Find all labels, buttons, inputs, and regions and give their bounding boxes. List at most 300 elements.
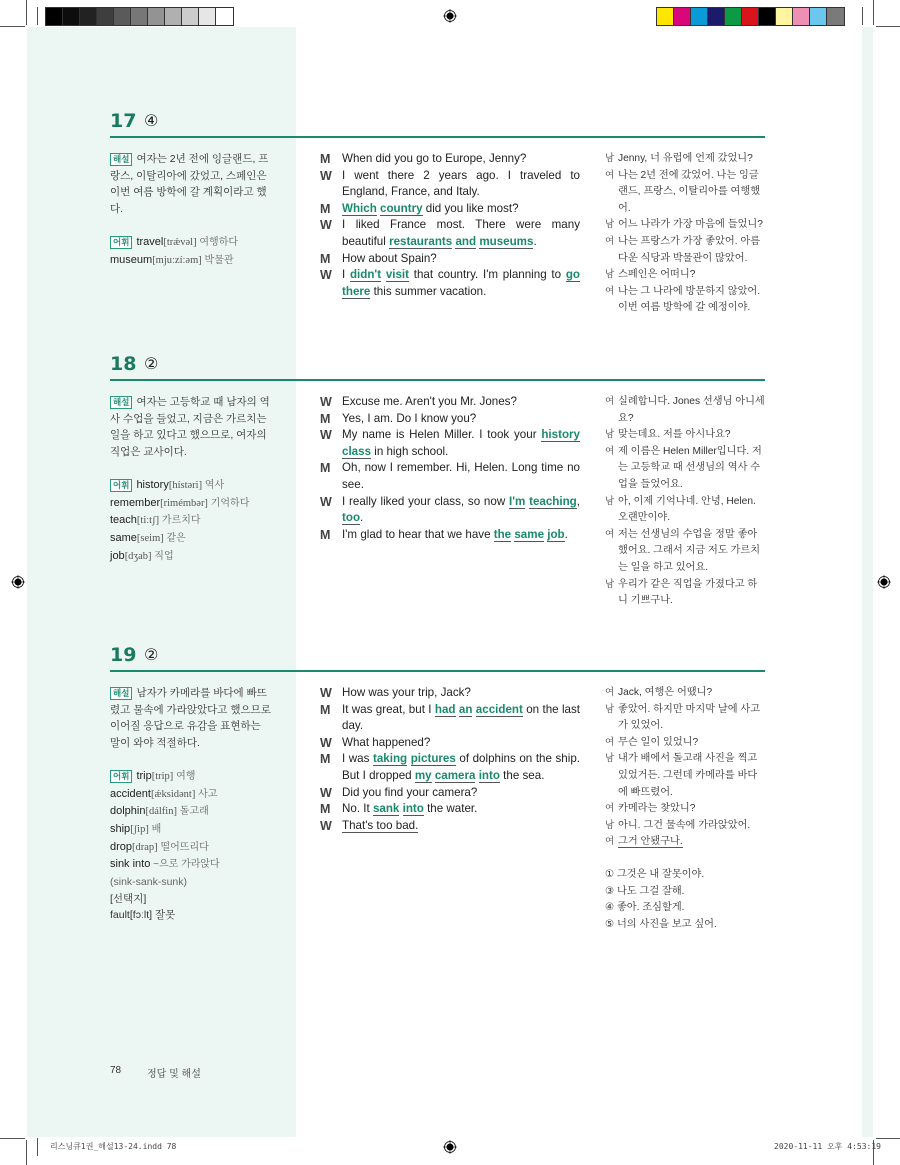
answer-choice: ④ 좋아. 조심할게. [605,902,685,914]
translation-line [605,834,765,851]
speaker-label: M [320,201,331,216]
page-number: 78 [110,1065,122,1076]
explanation-column [110,685,272,924]
translation-line [605,427,765,444]
dialogue-line [320,735,580,752]
speaker-label: W [320,428,332,443]
dialogue-text [342,427,580,460]
text-run: 어느 나라가 가장 마음에 들었니? [618,219,763,231]
speaker-label: 여 [605,396,615,407]
registration-mark-icon [443,9,457,23]
vocab-meaning: 사고 [195,788,218,800]
translation-line [605,751,765,801]
vocab-word: drop [110,840,133,853]
text-run: I'm glad to hear that we have [342,527,494,541]
vocab-phonetic: [dálfin] [145,806,177,818]
blank-answer: pictures [410,752,456,766]
speaker-label: 남 [605,578,615,590]
registration-mark-icon [877,575,891,589]
vocab-phonetic: [trip] [151,770,174,782]
vocab-word: trip [136,769,152,782]
blank-answer: too [342,511,361,525]
vocab-list [110,234,272,269]
cmyk-color-bar [656,7,845,26]
color-swatch [674,8,691,25]
translation [605,685,765,851]
blank-answer: Which [342,201,377,215]
translation-text [618,394,765,427]
speaker-label: 남 [605,703,615,715]
translation-text [618,444,765,494]
question-17 [110,110,765,314]
color-swatch [725,8,742,25]
color-swatch [793,8,810,25]
answer-choices [605,867,765,933]
question-18 [110,353,765,607]
text-run: 나는 2년 전에 갔었어. 나는 잉글랜드, 프랑스, 이탈리아를 여행했어. [618,169,761,214]
slug-filename: 리스닝큐1권_해설13-24.indd 78 [50,1142,177,1151]
vocab-word: same [110,531,137,544]
text-run: It was great, but I [342,702,435,716]
text-run: My name is Helen Miller. I took your [342,428,542,442]
translation-text [618,217,765,234]
text-run: 제 이름은 Helen Miller입니다. 저는 고등학교 때 선생님의 역사 수업을 들었어요. [618,445,762,490]
blank-answer: go [565,268,580,282]
vocab-item [110,768,272,786]
dialogue-text [342,702,580,735]
vocab-meaning: 가르치다 [159,515,201,527]
text-run: did you like most? [422,201,519,215]
translation-line [605,685,765,702]
speaker-label: 여 [605,169,615,181]
blank-answer: taking [372,752,408,766]
speaker-label: 남 [605,219,615,231]
crop-mark [26,1140,27,1165]
dialogue-text [342,494,580,527]
dialogue-line [320,217,580,250]
blank-answer: sank [372,802,400,816]
vocab-list [110,768,272,874]
text-run: Did you find your camera? [342,785,478,799]
dialogue-line [320,702,580,735]
dialogue-line [320,201,580,218]
color-swatch [199,8,216,25]
vocab-item [110,907,272,924]
vocab-meaning: 직업 [151,550,174,562]
vocab-phonetic: [hístəri] [168,479,203,491]
vocab-word: ship [110,822,131,835]
translation-line [605,801,765,818]
color-swatch [827,8,844,25]
crop-mark [0,1138,25,1139]
text-run: I really liked your class, so now [342,494,509,508]
vocab-meaning: 박물관 [201,254,234,266]
vocab-item [110,477,272,495]
translation-line [605,735,765,752]
translation-line [605,151,765,168]
blank-answer: accident [475,702,523,716]
vocab-item [110,839,272,857]
explanation-column [110,394,272,565]
explanation-tag: 해설 [110,687,132,700]
speaker-label: W [320,168,332,183]
color-swatch [131,8,148,25]
blank-answer: country [380,201,423,215]
speaker-label: 여 [605,803,615,815]
color-swatch [165,8,182,25]
vocab-phonetic: [fɔːlt] [129,909,153,922]
vocab-tag: 어휘 [110,236,132,249]
text-run: How was your trip, Jack? [342,686,471,699]
color-swatch [80,8,97,25]
translation-text [618,527,765,577]
dialogue-text [342,735,580,752]
speaker-label: 여 [605,235,615,247]
color-swatch [63,8,80,25]
dialogue [320,685,580,834]
speaker-label: M [320,152,331,166]
translation-line [605,494,765,527]
section-header [110,644,765,672]
speaker-label: 남 [605,153,615,164]
blank-answer: restaurants [389,234,453,248]
speaker-label: M [320,752,331,767]
translation-text [618,818,765,835]
vocab-item [110,234,272,252]
vocab-meaning: 여행하다 [196,236,239,248]
question-number: 18 [110,353,137,375]
color-swatch [216,8,233,25]
vocab-word: travel [136,235,164,248]
answer-choice: ① 그것은 내 잘못이야. [605,868,705,880]
blank-answer: an [458,702,473,716]
dialogue-line [320,151,580,168]
explanation: 해설 여자는 고등학교 때 남자의 역사 수업을 들었고, 지금은 가르치는 일을 하고 있다고 했으므로, 여자의 직업은 교사이다. [110,396,270,459]
color-swatch [46,8,63,25]
text-run: 나는 그 나라에 방문하지 않았어. 이번 여름 방학에 갈 예정이야. [618,285,761,314]
blank-answer: I'm [509,494,526,508]
translation [605,151,765,317]
text-run: Jack, 여행은 어땠니? [618,687,713,698]
text-run: 저는 선생님의 수업을 정말 좋아했어요. 그래서 지금 저도 가르치는 일을 하고 있어요. [618,528,761,573]
blank-answer: same [514,527,545,541]
vocab-word: accident [110,787,151,800]
dialogue-line [320,251,580,268]
text-run: 나는 프랑스가 가장 좋았어. 아름다운 식당과 박물관이 많았어. [618,235,761,264]
color-swatch [114,8,131,25]
explanation-column [110,151,272,269]
blank-answer: there [342,284,371,298]
speaker-label: 여 [605,445,615,457]
vocab-word: history [136,478,169,491]
blank-answer: didn't [349,268,382,282]
explanation: 해설 여자는 2년 전에 잉글랜드, 프랑스, 이탈리아에 갔었고, 스페인은 이번 여름 방학에 갈 계획이라고 했다. [110,153,269,216]
blank-answer: camera [434,768,476,782]
vocab-phonetic: [seim] [136,532,164,544]
speaker-label: W [320,735,332,750]
speaker-label: M [320,411,331,426]
speaker-label: 여 [605,687,615,698]
vocab-item [110,548,272,566]
translation-line [605,394,765,427]
text-run: this summer vacation. [370,284,487,298]
vocab-meaning: ~으로 가라앉다 [150,859,220,871]
registration-mark-icon [443,1140,457,1154]
question-19 [110,644,765,930]
blank-answer: and [455,234,477,248]
blank-answer: had [434,702,456,716]
vocab-phonetic: [trǽvəl] [163,236,197,248]
translation-text [618,801,765,818]
dialogue-line [320,751,580,784]
dialogue-text [342,685,580,702]
dialogue-line [320,527,580,544]
color-swatch [182,8,199,25]
speaker-label: M [320,251,331,266]
text-run: I [342,268,350,282]
text-run: I went there 2 years ago. I traveled to England, France, and Italy. [342,168,580,199]
slug-datetime: 2020-11-11 오후 4:53:19 [774,1142,881,1151]
vocab-word: remember [110,496,161,509]
vocab-note: (sink-sank-sunk) [110,876,188,889]
text-run: of dolphins on the ship. But I dropped [342,752,580,782]
speaker-label: W [320,494,332,509]
vocab-phonetic: [ǽksidənt] [150,788,196,800]
speaker-label: M [320,702,331,717]
explanation: 해설 남자가 카메라를 바다에 빠뜨렸고 물속에 가라앉았다고 했으므로 이어질 응답으로 유감을 표현하는 말이 와야 적절하다. [110,687,271,750]
translation-line [605,577,765,610]
color-swatch [657,8,674,25]
answer-mark: ② [144,647,159,664]
text-run: 스페인은 어떠니? [618,269,696,281]
text-run: How about Spain? [342,251,437,265]
vocab-tag: 어휘 [110,479,132,492]
vocab-meaning: 떨어뜨리다 [157,841,209,853]
text-run: , [576,494,580,508]
dialogue [320,151,580,300]
translation-text [618,151,765,168]
dialogue-line [320,168,580,201]
vocab-meaning: 돌고래 [176,806,209,818]
dialogue-text [342,217,580,250]
vocab-meaning: 배 [148,823,162,835]
gray-color-bar [45,7,234,26]
dialogue-line [320,460,580,493]
color-swatch [759,8,776,25]
text-run: 아, 이제 기억나네. 안녕, Helen. 오랜만이야. [618,495,756,524]
color-swatch [810,8,827,25]
crop-mark [862,7,863,25]
vocab-item [110,803,272,821]
vocab-tag: 어휘 [110,770,132,783]
vocab-word: job [110,549,125,562]
dialogue-line [320,427,580,460]
answer-choice: ⑤ 너의 사진을 보고 싶어. [605,918,717,930]
text-run: Oh, now I remember. Hi, Helen. Long time no see. [342,461,580,491]
question-number: 17 [110,110,137,132]
dialogue-line [320,494,580,527]
text-run: 무슨 일이 있었니? [618,736,699,748]
text-run: 실례합니다. Jones 선생님 아니세요? [618,396,765,424]
text-run: Yes, I am. Do I know you? [342,411,477,425]
speaker-label: M [320,802,331,817]
answer-mark: ② [144,356,159,373]
dialogue-text [342,168,580,201]
text-run: What happened? [342,735,431,749]
dialogue [320,394,580,543]
text-run: 내가 배에서 돌고래 사진을 찍고 있었거든. 그런데 카메라를 바다에 빠뜨렸어. [618,753,758,798]
speaker-label: W [320,818,332,833]
translation-column [605,685,765,933]
answer-mark: ④ [144,113,159,130]
text-run: the sea. [499,768,545,782]
text-run: the water. [423,802,478,816]
dialogue-line [320,785,580,802]
crop-mark [37,7,38,25]
vocab-item [110,821,272,839]
text-run: 맞는데요. 저를 아시나요? [618,429,731,441]
text-run: That's too bad. [342,818,419,832]
dialogue-text [342,201,580,218]
speaker-label: 남 [605,819,615,831]
crop-mark [873,0,874,25]
text-run: on the last day. [342,702,580,733]
text-run: . [564,527,568,541]
vocab-meaning: 기억하다 [207,497,250,509]
blank-answer: into [402,802,424,816]
translation-text [618,834,765,851]
crop-mark [37,1138,38,1156]
translation-text [618,751,765,801]
translation-line [605,527,765,577]
text-run: . [533,234,537,248]
vocab-meaning: 역사 [202,479,225,491]
speaker-label: M [320,461,331,476]
dialogue-text [342,411,580,428]
text-run: 그거 안됐구나. [618,836,683,848]
dialogue-text [342,460,580,493]
choice-vocab-list [110,907,272,924]
blank-answer: job [547,527,565,541]
translation-text [618,685,765,702]
vocab-word: fault [110,909,130,922]
translation-line [605,444,765,494]
blank-answer: into [478,768,500,782]
registration-mark-icon [11,575,25,589]
text-run: Jenny, 너 유럽에 언제 갔었니? [618,153,753,164]
text-run: in high school. [371,444,449,458]
right-margin-strip [862,27,873,1137]
dialogue-text [342,751,580,784]
blank-answer: class [342,444,372,458]
color-swatch [708,8,725,25]
translation-text [618,702,765,735]
vocab-word: sink into [110,858,151,871]
dialogue-text [342,801,580,818]
vocab-item [110,856,272,874]
vocab-meaning: 여행 [173,770,196,782]
translation-line [605,702,765,735]
blank-answer: history [541,428,580,442]
speaker-label: W [320,218,332,233]
vocab-item [110,252,272,270]
running-footer-title: 정답 및 해설 [147,1069,201,1080]
color-swatch [148,8,165,25]
translation-text [618,284,765,317]
explanation-tag: 해설 [110,153,132,166]
translation-text [618,427,765,444]
answer-choice: ③ 나도 그걸 잘해. [605,885,685,897]
crop-mark [26,0,27,25]
translation-text [618,267,765,284]
speaker-label: 여 [605,736,615,748]
vocab-item [110,512,272,530]
text-run: No. It [342,802,373,816]
vocab-phonetic: [ʃip] [130,823,149,835]
vocab-word: teach [110,514,137,527]
speaker-label: 남 [605,753,615,765]
crop-mark [0,26,25,27]
speaker-label: 남 [605,429,615,441]
text-run: 아니. 그건 물속에 가라앉았어. [618,819,751,831]
speaker-label: W [320,785,332,800]
crop-mark [876,1138,900,1139]
dialogue-text [342,251,580,268]
vocab-item [110,786,272,804]
translation-text [618,168,765,218]
dialogue-text [342,785,580,802]
color-swatch [742,8,759,25]
translation-line [605,234,765,267]
color-swatch [691,8,708,25]
text-run: that country. I'm planning to [409,268,566,282]
speaker-label: M [320,527,331,542]
blank-answer: teaching [529,494,577,508]
speaker-label: W [320,686,332,700]
vocab-phonetic: [mjuːzíːəm] [152,254,202,266]
question-number: 19 [110,644,137,666]
vocab-list [110,477,272,566]
vocab-phonetic: [tiːtʃ] [136,515,160,527]
text-run: When did you go to Europe, Jenny? [342,152,527,165]
vocab-word: dolphin [110,805,146,818]
text-run: 카메라는 찾았니? [618,803,696,815]
dialogue-text [342,151,580,168]
section-header [110,353,765,381]
text-run: I was [342,752,373,766]
translation-text [618,234,765,267]
speaker-label: 남 [605,495,615,507]
vocab-item [110,495,272,513]
translation-text [618,494,765,527]
blank-answer: the [493,527,512,541]
crop-mark [876,26,900,27]
speaker-label: W [320,268,332,283]
translation-text [618,577,765,610]
dialogue-line [320,685,580,702]
dialogue-text [342,267,580,300]
dialogue-line [320,818,580,835]
translation-text [618,735,765,752]
speaker-label: 여 [605,836,615,848]
dialogue-line [320,801,580,818]
dialogue-text [342,527,580,544]
vocab-phonetic: [dʒab] [124,550,152,562]
vocab-meaning: 잘못 [152,909,176,922]
speaker-label: 여 [605,528,615,540]
vocab-meaning: 같은 [163,532,186,544]
dialogue-text [342,818,580,835]
